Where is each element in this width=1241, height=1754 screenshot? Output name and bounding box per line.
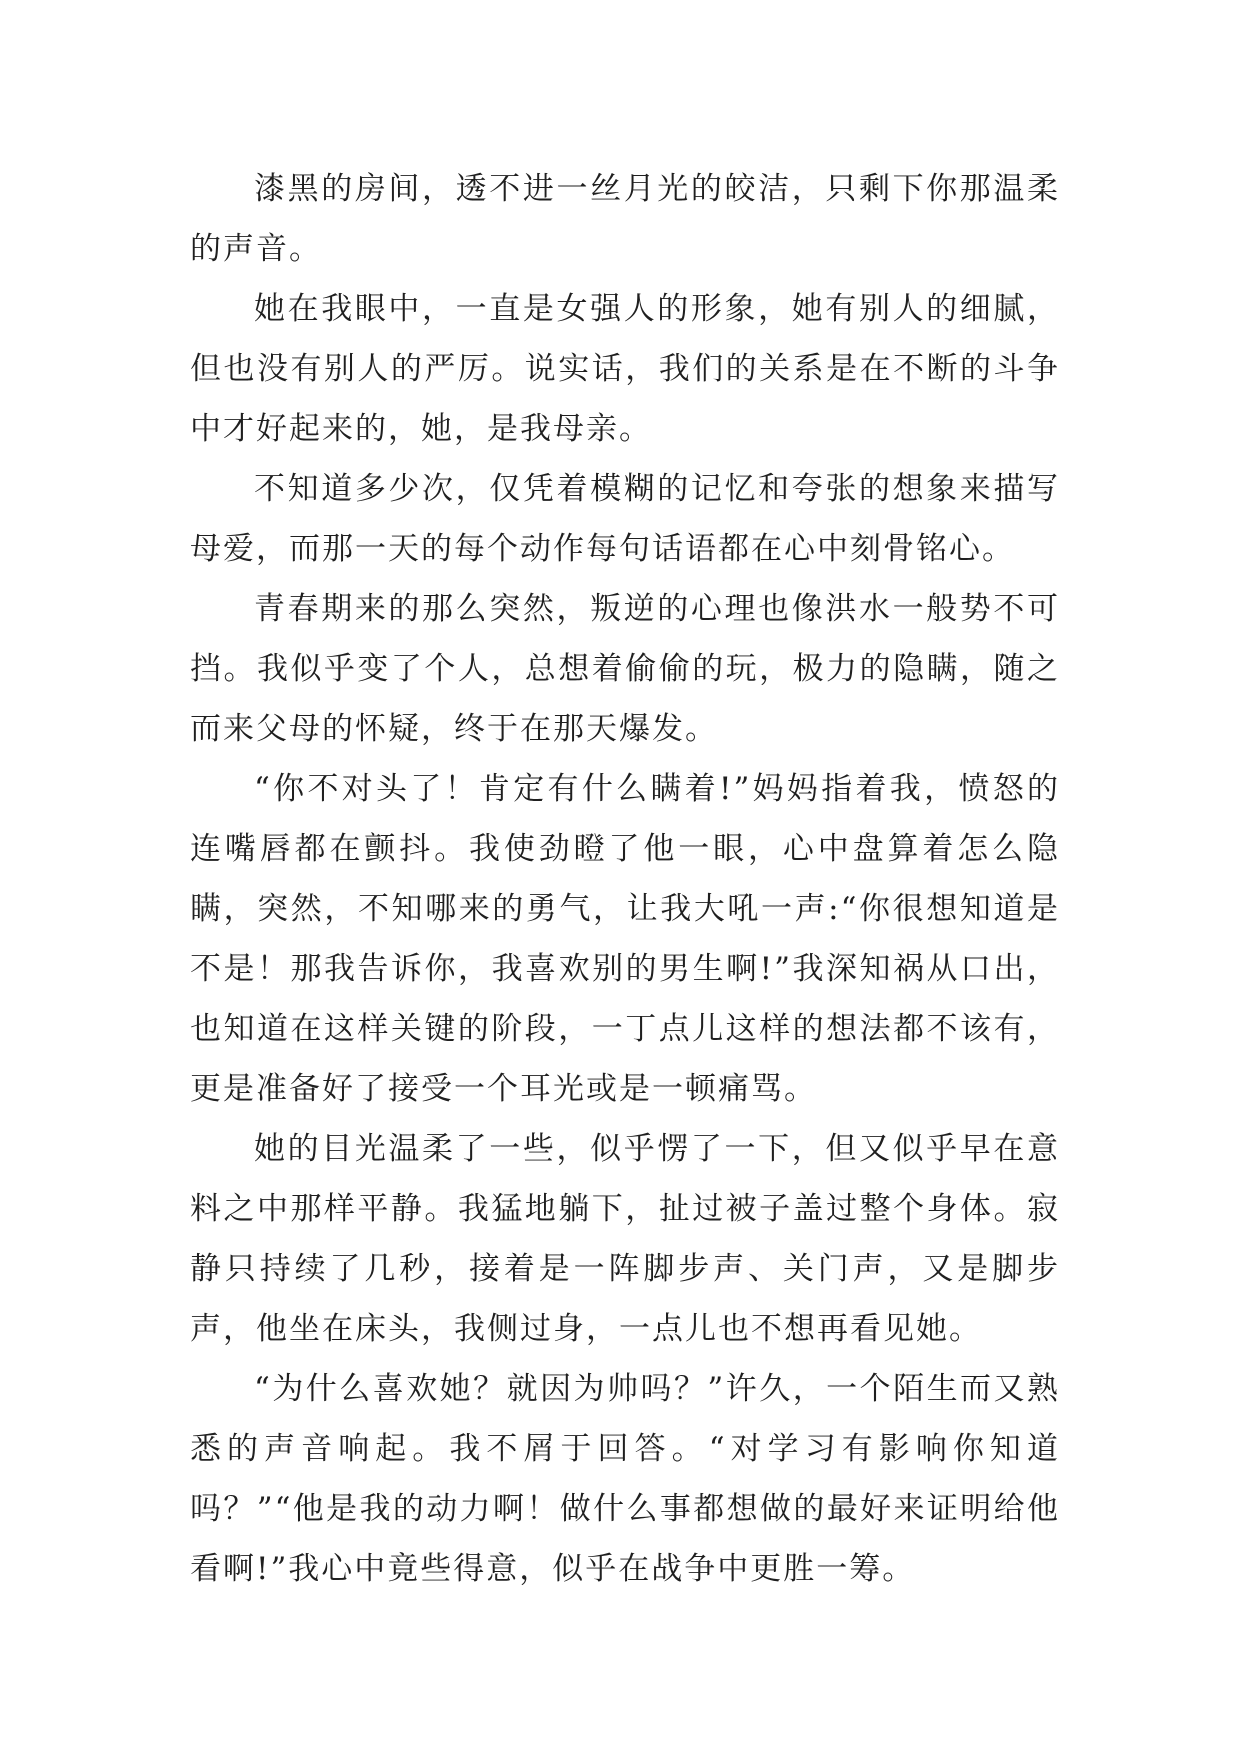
paragraph: 她的目光温柔了一些，似乎愣了一下，但又似乎早在意料之中那样平静。我猛地躺下，扯过被子盖过整个身体。寂静只持续了几秒，接着是一阵脚步声、关门声，又是脚步声，他坐在床头，我侧过身，一点儿也不想再看见她。 — [190, 1131, 1060, 1347]
paragraph: 她在我眼中，一直是女强人的形象，她有别人的细腻，但也没有别人的严厉。说实话，我们的关系是在不断的斗争中才好起来的，她，是我母亲。 — [190, 291, 1060, 447]
paragraph: “为什么喜欢她？就因为帅吗？”许久，一个陌生而又熟悉的声音响起。我不屑于回答。“对学习有影响你知道吗？”“他是我的动力啊！做什么事都想做的最好来证明给他看啊!”我心中竟些得意，似乎在战争中更胜一筹。 — [190, 1371, 1060, 1587]
paragraph: 不知道多少次，仅凭着模糊的记忆和夸张的想象来描写母爱，而那一天的每个动作每句话语都在心中刻骨铭心。 — [190, 471, 1060, 567]
paragraph: 青春期来的那么突然，叛逆的心理也像洪水一般势不可挡。我似乎变了个人，总想着偷偷的玩，极力的隐瞒，随之而来父母的怀疑，终于在那天爆发。 — [190, 591, 1060, 747]
paragraph: “你不对头了！肯定有什么瞒着!”妈妈指着我，愤怒的连嘴唇都在颤抖。我使劲瞪了他一眼，心中盘算着怎么隐瞒，突然，不知哪来的勇气，让我大吼一声:“你很想知道是不是！那我告诉你，我喜欢别的男生啊!”我深知祸从口出，也知道在这样关键的阶段，一丁点儿这样的想法都不该有，更是准备好了接受一个耳光或是一顿痛骂。 — [190, 771, 1060, 1107]
document-body — [190, 159, 1060, 1599]
paragraph: 漆黑的房间，透不进一丝月光的皎洁，只剩下你那温柔的声音。 — [190, 171, 1060, 267]
